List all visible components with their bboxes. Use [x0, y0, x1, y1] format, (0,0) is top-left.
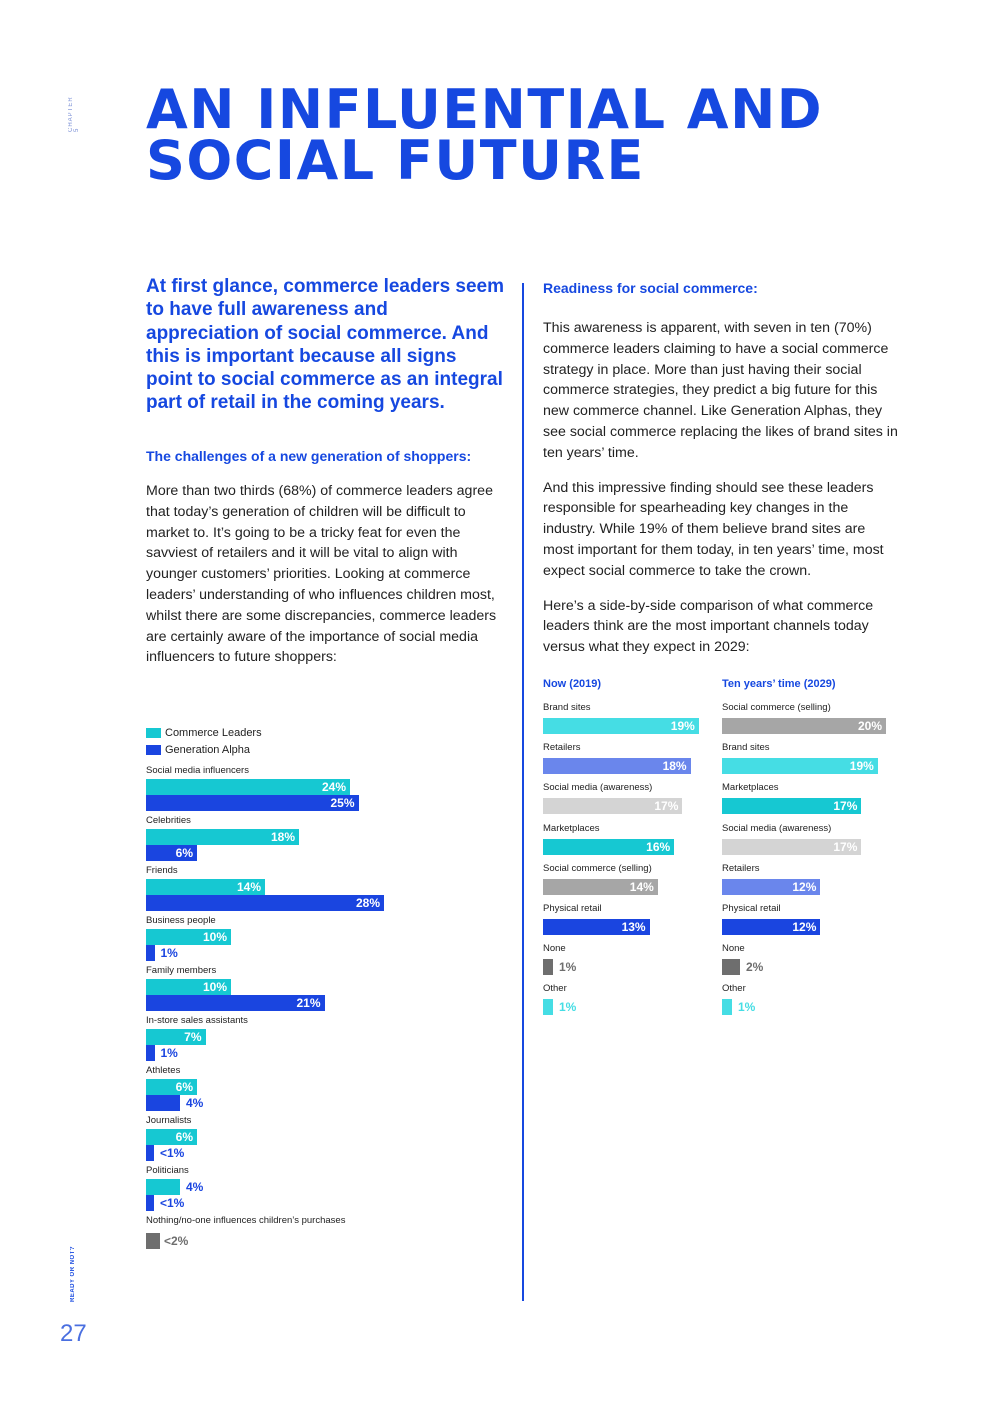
bar-group — [146, 913, 516, 963]
lead-paragraph: At first glance, commerce leaders seem to have full awareness and appreciation of social commerce. And this is important because all signs point to social commerce as an integral part of retail in the coming years. — [146, 276, 505, 414]
bar-value-label: <1% — [160, 1196, 185, 1210]
bar-group — [146, 1113, 516, 1163]
category-label: Politicians — [146, 1165, 189, 1176]
category-label: Friends — [146, 865, 178, 876]
bar-commerce-leaders — [146, 879, 265, 895]
bar-commerce-leaders — [146, 1179, 204, 1195]
channel-item — [722, 698, 894, 738]
channel-bar — [543, 758, 691, 774]
channel-item — [722, 979, 894, 1019]
bar-value-label: 14% — [236, 880, 261, 894]
channel-bar — [543, 839, 674, 855]
channel-label: None — [722, 943, 745, 955]
category-label: Business people — [146, 915, 216, 926]
channel-value-label: 1% — [559, 960, 577, 975]
bar-commerce-leaders — [146, 979, 231, 995]
channel-item — [543, 698, 715, 738]
channel-label: Brand sites — [543, 702, 591, 713]
channel-bar — [722, 879, 820, 895]
right-paragraph: Here’s a side-by-side comparison of what commerce leaders think are the most important channels today versus what they expect in 2029: — [543, 597, 874, 656]
channel-label: None — [543, 943, 566, 955]
channel-bar — [722, 839, 861, 855]
channel-item — [543, 979, 715, 1019]
page-title-line-1: AN INFLUENTIAL AND — [146, 78, 824, 141]
bar-commerce-leaders — [146, 779, 350, 795]
channel-item — [722, 859, 894, 899]
channel-label: Physical retail — [543, 902, 602, 914]
channel-value-label: 19% — [670, 719, 695, 733]
channel-bar — [722, 919, 820, 935]
channel-label: Social commerce (selling) — [543, 862, 652, 874]
channels-now-title: Now (2019) — [543, 678, 602, 690]
channel-item — [543, 899, 715, 939]
channel-item — [543, 939, 715, 979]
channel-label: Retailers — [543, 742, 581, 754]
channel-value-label: 18% — [662, 759, 687, 774]
channel-value-label: 2% — [746, 960, 764, 975]
category-label: Athletes — [146, 1065, 181, 1076]
legend-swatch-generation-alpha — [146, 745, 161, 755]
bar-group — [146, 863, 516, 913]
legend-item-commerce-leaders — [146, 724, 262, 741]
bar-generation-alpha — [146, 995, 325, 1011]
bar-generation-alpha — [146, 1095, 204, 1111]
channel-item — [722, 819, 894, 859]
category-label: Journalists — [146, 1115, 192, 1126]
channel-label: Brand sites — [722, 742, 770, 754]
channel-item — [722, 778, 894, 818]
channel-label: Marketplaces — [543, 822, 600, 834]
channel-bar — [543, 919, 650, 935]
right-paragraph: This awareness is apparent, with seven in ten (70%) commerce leaders claiming to have a social commerce strategy in place. More than just having their social commerce strategies, they predict a big future for this new commerce channel. Like Generation Alphas, they see social commerce replacing the likes of brand sites in ten years’ time. — [543, 320, 898, 461]
channel-item — [722, 738, 894, 778]
channel-item — [543, 859, 715, 899]
channel-value-label: 17% — [833, 839, 858, 854]
bar-value-label: 21% — [296, 996, 321, 1010]
category-label: Social media influencers — [146, 765, 249, 776]
bar-commerce-leaders — [146, 1129, 197, 1145]
right-section-body — [543, 318, 899, 672]
legend-label: Generation Alpha — [165, 743, 251, 756]
channel-bar — [543, 718, 699, 734]
legend-label: Commerce Leaders — [165, 726, 262, 739]
influencer-chart-legend — [146, 724, 262, 758]
category-label: Family members — [146, 965, 217, 976]
bar-commerce-leaders — [146, 1029, 206, 1045]
channels-future-title: Ten years’ time (2029) — [722, 678, 836, 690]
channel-item — [722, 899, 894, 939]
bar-value-label: 1% — [160, 946, 178, 960]
bar-value-label: 18% — [270, 830, 295, 844]
bar-value-label: 24% — [321, 780, 346, 794]
channel-value-label: 12% — [792, 879, 817, 894]
right-section-heading: Readiness for social commerce: — [543, 280, 758, 296]
channel-label: Social media (awareness) — [543, 782, 653, 794]
bar-generation-alpha — [146, 895, 384, 911]
bar-group — [146, 1013, 516, 1063]
bar-value-label: <1% — [160, 1146, 185, 1160]
bar-group — [146, 813, 516, 863]
category-label: Celebrities — [146, 815, 191, 826]
category-label: Nothing/no-one influences children’s purchases — [146, 1215, 346, 1226]
channel-value-label: 1% — [738, 1000, 756, 1015]
bar-none — [146, 1233, 189, 1249]
bar-generation-alpha — [146, 845, 197, 861]
bar-value-label: 7% — [184, 1030, 202, 1044]
channel-bar — [543, 798, 682, 814]
bar-value-label: 6% — [175, 846, 193, 860]
category-label: In-store sales assistants — [146, 1015, 248, 1026]
bar-group — [146, 1213, 516, 1263]
channel-bar — [722, 758, 878, 774]
channel-bar — [543, 879, 658, 895]
channel-value-label: 17% — [833, 799, 858, 814]
bar-group — [146, 963, 516, 1013]
publication-label: READY OR NOT? — [70, 1245, 76, 1302]
bar-value-label: 10% — [202, 980, 227, 994]
left-section-body: More than two thirds (68%) of commerce leaders agree that today’s generation of children will be difficult to market to. It’s going to be a tricky feat for even the savviest of retailers and it will be vital to align with younger customers’ priorities. Looking at commerce leaders’ understanding of who influences children most, whilst there are some discrepancies, commerce leaders are certainly aware of the importance of social media influencers to future shoppers: — [146, 483, 497, 666]
legend-item-generation-alpha — [146, 741, 262, 758]
channel-value-label: 14% — [629, 879, 654, 894]
bar-commerce-leaders — [146, 929, 231, 945]
channel-bar — [722, 718, 886, 734]
bar-value-label: 6% — [175, 1130, 193, 1144]
channel-label: Retailers — [722, 862, 760, 874]
channel-bar — [543, 959, 577, 975]
page-title — [146, 78, 824, 192]
channel-bar — [543, 999, 577, 1015]
channel-label: Physical retail — [722, 902, 781, 914]
left-section-heading: The challenges of a new generation of shoppers: — [146, 448, 472, 464]
channels-future-chart — [722, 676, 894, 1020]
channel-value-label: 20% — [857, 719, 882, 733]
channel-label: Marketplaces — [722, 782, 779, 794]
bar-value-label: 25% — [330, 796, 355, 810]
column-divider — [522, 283, 524, 1301]
channel-value-label: 17% — [654, 799, 679, 814]
bar-generation-alpha — [146, 1145, 185, 1161]
bar-commerce-leaders — [146, 1079, 197, 1095]
bar-value-label: 28% — [355, 896, 380, 910]
bar-group — [146, 1063, 516, 1113]
bar-value-label: 6% — [175, 1080, 193, 1094]
channel-bar — [722, 999, 756, 1015]
channel-item — [543, 778, 715, 818]
right-paragraph: And this impressive finding should see these leaders responsible for spearheading key changes in the industry. While 19% of them believe brand sites are most important for them today, in ten years’ time, most expect social commerce to take the crown. — [543, 479, 884, 579]
bar-value-label: 4% — [186, 1096, 204, 1110]
bar-value-label: 10% — [202, 930, 227, 944]
channel-value-label: 16% — [646, 839, 671, 854]
channel-value-label: 12% — [792, 919, 817, 934]
channel-value-label: 13% — [621, 919, 646, 934]
bar-value-label: 1% — [160, 1046, 178, 1060]
channel-item — [722, 939, 894, 979]
channel-item — [543, 819, 715, 859]
channel-label: Social media (awareness) — [722, 822, 832, 834]
bar-generation-alpha — [146, 1195, 185, 1211]
channel-value-label: 1% — [559, 1000, 577, 1015]
chapter-label: CHAPTER 5 — [68, 96, 80, 132]
bar-group — [146, 763, 516, 813]
channel-bar — [722, 959, 764, 975]
page-title-line-2: SOCIAL FUTURE — [146, 129, 645, 192]
bar-value-label: 4% — [186, 1180, 204, 1194]
bar-value-label: <2% — [164, 1234, 189, 1248]
bar-generation-alpha — [146, 1045, 178, 1061]
channel-label: Other — [722, 983, 746, 995]
bar-commerce-leaders — [146, 829, 299, 845]
channel-label: Social commerce (selling) — [722, 702, 831, 713]
channel-label: Other — [543, 983, 567, 995]
bar-generation-alpha — [146, 795, 359, 811]
bar-group — [146, 1163, 516, 1213]
influencer-bar-chart — [146, 763, 516, 1263]
legend-swatch-commerce-leaders — [146, 728, 161, 738]
bar-generation-alpha — [146, 945, 178, 961]
page-number: 27 — [60, 1320, 87, 1347]
channel-bar — [722, 798, 861, 814]
channel-value-label: 19% — [849, 759, 874, 774]
channel-item — [543, 738, 715, 778]
channels-now-chart — [543, 676, 715, 1020]
